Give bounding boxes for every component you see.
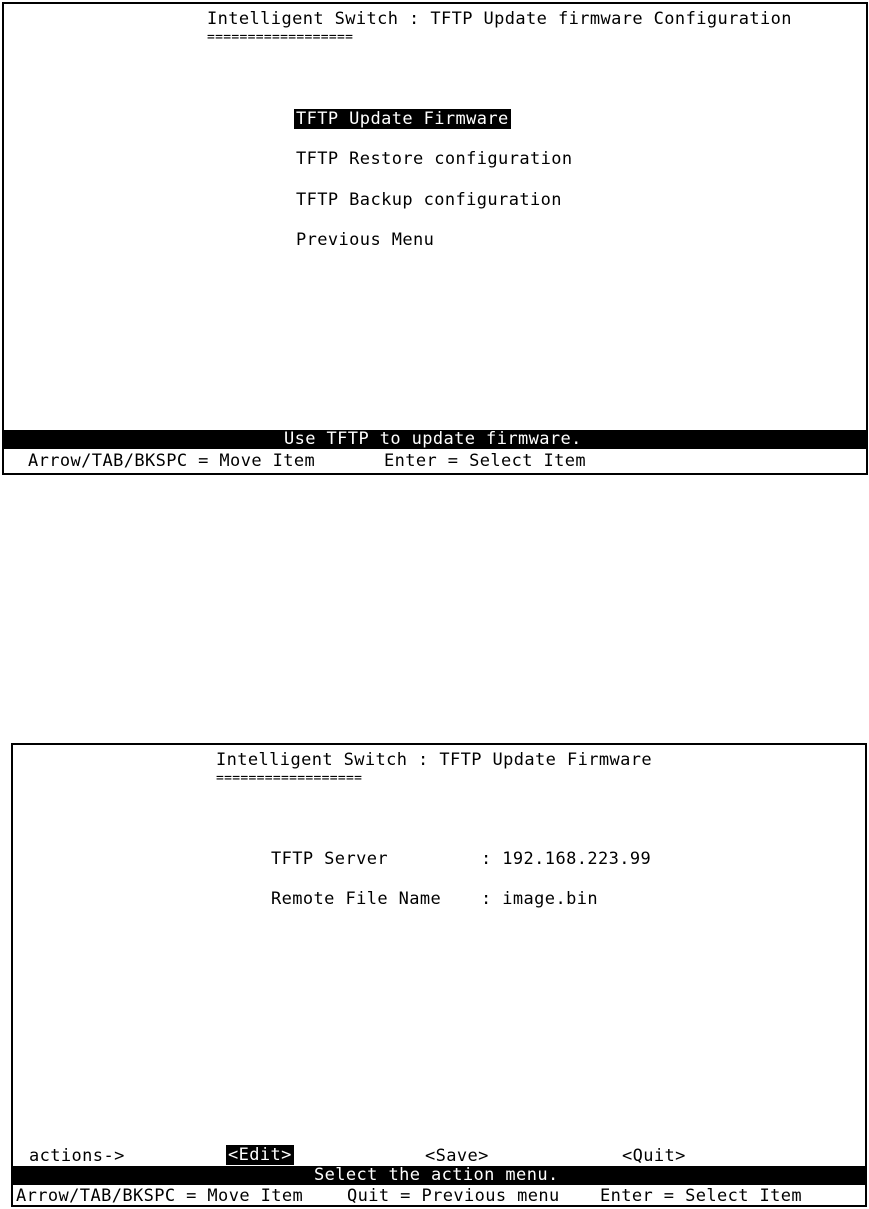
- terminal-window-firmware-config: [2, 2, 868, 475]
- field-label-remote-file-name: Remote File Name: [271, 889, 442, 909]
- status-message: Select the action menu.: [314, 1165, 559, 1185]
- help-previous-menu: Quit = Previous menu: [347, 1186, 560, 1206]
- status-message: Use TFTP to update firmware.: [284, 429, 582, 449]
- menu-item-tftp-backup-configuration[interactable]: TFTP Backup configuration: [296, 190, 562, 210]
- title-underline: ==================: [216, 771, 363, 786]
- title-underline: ==================: [207, 30, 354, 45]
- status-bar: [4, 430, 866, 449]
- terminal-window-tftp-update-firmware: [11, 743, 867, 1207]
- field-label-tftp-server: TFTP Server: [271, 849, 388, 869]
- status-bar: [13, 1166, 865, 1185]
- edit-action-button[interactable]: <Edit>: [228, 1145, 292, 1165]
- quit-action-button[interactable]: <Quit>: [622, 1146, 686, 1166]
- save-action-button[interactable]: <Save>: [425, 1146, 489, 1166]
- screen-title: Intelligent Switch : TFTP Update Firmware: [216, 750, 653, 770]
- help-move-item: Arrow/TAB/BKSPC = Move Item: [28, 451, 316, 471]
- field-value-remote-file-name[interactable]: : image.bin: [481, 889, 598, 909]
- menu-item-previous-menu[interactable]: Previous Menu: [296, 230, 435, 250]
- field-value-tftp-server[interactable]: : 192.168.223.99: [481, 849, 652, 869]
- help-move-item: Arrow/TAB/BKSPC = Move Item: [16, 1186, 304, 1206]
- help-select-item: Enter = Select Item: [384, 451, 587, 471]
- menu-item-tftp-restore-configuration[interactable]: TFTP Restore configuration: [296, 149, 573, 169]
- help-select-item: Enter = Select Item: [600, 1186, 803, 1206]
- menu-item-tftp-update-firmware[interactable]: TFTP Update Firmware: [296, 109, 509, 129]
- screen-title: Intelligent Switch : TFTP Update firmware Configuration: [207, 9, 792, 29]
- actions-label: actions->: [29, 1146, 125, 1166]
